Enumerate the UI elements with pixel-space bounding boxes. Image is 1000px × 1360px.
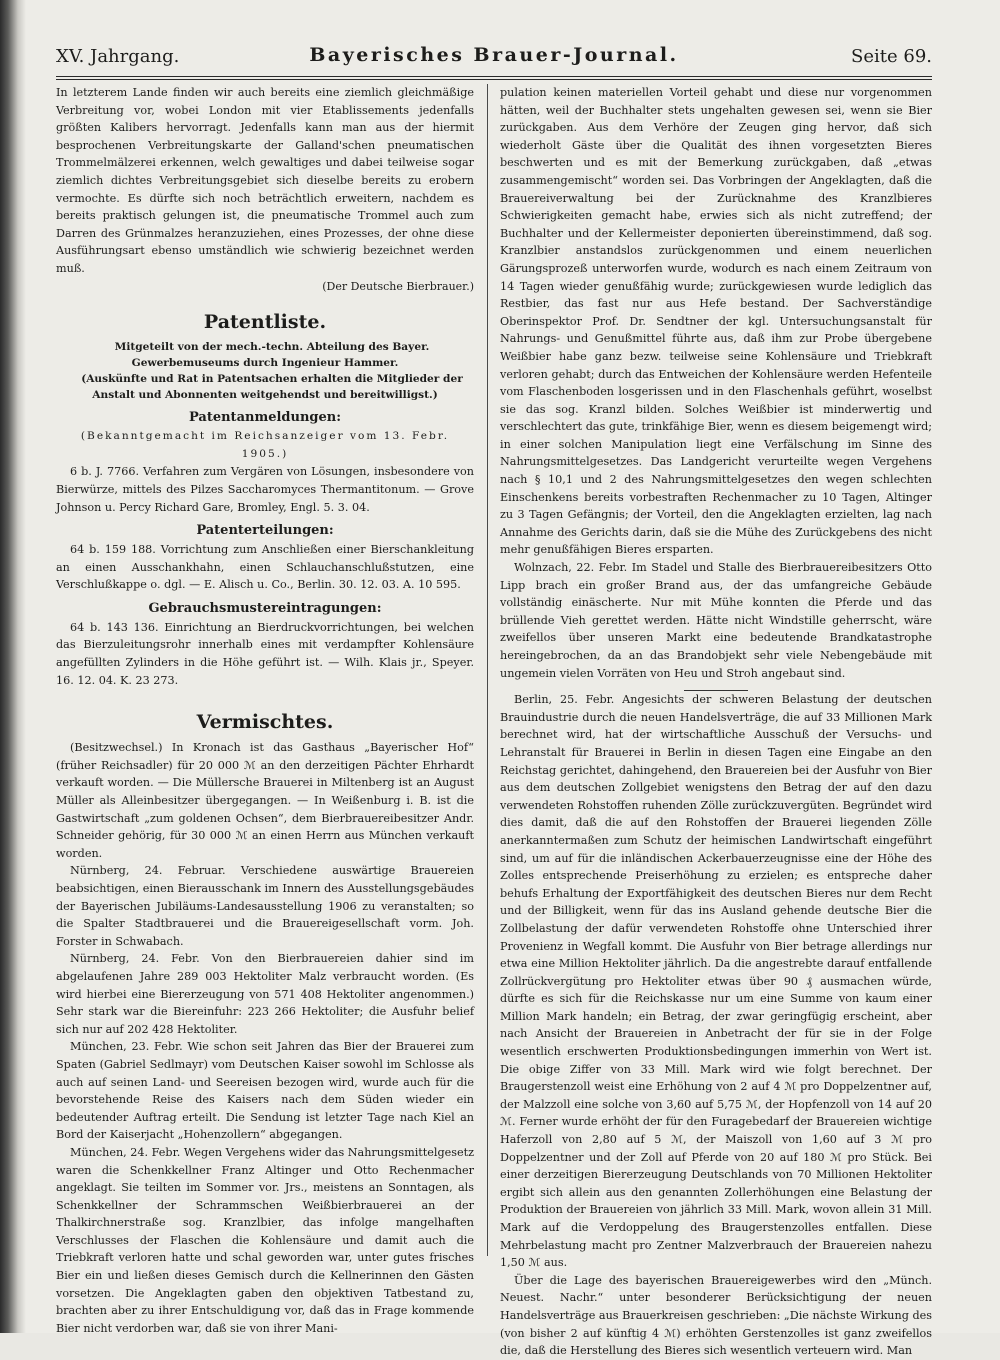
news-item-bavarian-brewing: Über die Lage des bayerischen Brauereigewerbes wird den „Münch. Neuest. Nachr.“ unter besonderer Berücksichtigung der neuen Handelsverträge aus Brauerkreisen geschrieben: „Die nächste Wirkung des (von bisher 2 auf künftig 4 ℳ) erhöhten Gerstenzolles ist ganz zweifellos die, daß die Herstellung des Bieres sich wesentlich verteuern wird. Man xyxy=(500,1273,932,1358)
patent-applications-heading: Patentanmeldungen: xyxy=(188,410,342,426)
news-item-muenchen-2-continued: pulation keinen materiellen Vorteil gehabt und diese nur vorgenommen hätten, weil der Buchhalter stets ungehalten gewesen sei, wenn sie Bier zurückgaben. Aus dem Verhöre der Zeugen ging hervor, daß sich wiederholt Gäste über die Qualität des ihnen vorgesetzten Bieres beschwerten und es mit der Bemerkung zurückgaben, daß „etwas zusammengemischt“ worden sei. Das Vorbringen der Angeklagten, daß die Brauereiverwaltung bei der Zurücknahme des Kranzlbieres Schwierigkeiten gemacht habe, erwies sich als nicht zutreffend; der Buchhalter und der Kellermeister deponierten übereinstimmend, daß sog. Kranzlbier anstandslos zurückgenommen und einem neuerlichen Gärungsprozeß unterworfen wurde, wodurch es nach einem Zeitraum von 14 Tagen wieder genußfähig wurde; zurückgewiesen wurde lediglich das Restbier, das fast nur aus Hefe bestand. Der Sachverständige Oberinspektor Prof. Dr. Sendtner der kgl. Untersuchungsanstalt für Nahrungs- und Genußmittel führte aus, daß ihm zur Probe übergebene Weißbier habe ganz bezw. teilweise seine Kohlensäure und Triebkraft verloren gehabt; durch das Entweichen der Kohlensäure werden Hefenteile vom Flaschenboden losgerissen und in den Flaschenhals geführt, woselbst sie das sog. Kranzl bilden. Solches Weißbier ist minderwertig und verschlechtert das gute, trinkfähige Bier, wenn es diesem beigemengt wird; in einer solchen Manipulation liegt eine Verfälschung im Sinne des Nahrungsmittelgesetzes. Das Landgericht verurteilte wegen Vergehens nach § 10,1 und 2 des Nahrungsmittelgesetzes den wegen schlechten Einschenkens bereits vorbestraften Rechenmacher zu 10 Tagen, Altinger zu 3 Tagen Gefängnis; der Vorteil, den die Angeklagten erzielten, lag nach Annahme des Gerichts darin, daß sie die Mühe des Zurückgebens des nicht mehr genußfähigen Bieres ersparten. xyxy=(500,86,932,557)
patent-applications-intro: (Bekanntgemacht im Reichsanzeiger vom 13. Febr. 1905.) xyxy=(80,430,450,460)
news-item-nuernberg-1: Nürnberg, 24. Februar. Verschiedene auswärtige Brauereien beabsichtigen, einen Bierausschank im Innern des Ausstellungsgebäudes der Bayerischen Jubiläums-Landesausstellung 1906 zu veranstalten; so die Spalter Stadtbrauerei und die Brauereigesellschaft vorm. Joh. Forster in Schwabach. xyxy=(56,864,474,948)
patent-application-entry: 6 b. J. 7766. Verfahren zum Vergären von Lösungen, insbesondere von Bierwürze, mittels des Pilzes Saccharomyces Thermantitonum. — Grove Johnson u. Percy Richard Gare, Bromley, Engl. 5. 3. 04. xyxy=(56,465,474,514)
patent-grants-heading: Patenterteilungen: xyxy=(196,523,334,539)
left-column xyxy=(56,84,474,1337)
patent-list-note: (Auskünfte und Rat in Patentsachen erhalten die Mitglieder der Anstalt und Abonnenten weitgehendst und bereitwilligst.) xyxy=(81,373,463,402)
page-number: Seite 69. xyxy=(851,46,932,67)
article-continuation: In letzterem Lande finden wir auch bereits eine ziemlich gleichmäßige Verbreitung vor, wobei London mit vier Etablissements jedenfalls größten Kalibers hervorragt. Jedenfalls kann man aus der hiermit besprochenen Verbreitungskarte der Galland'schen pneumatischen Trommelmälzerei erkennen, welch gewaltiges und dabei teilweise sogar ziemlich dichtes Verbreitungsgebiet sich dieselbe bereits zu erobern vermochte. Es dürfte sich noch beträchtlich erweitern, nachdem es bereits praktisch gelungen ist, die pneumatische Trommel auch zum Darren des Grünmalzes heranzuziehen, eines Prozesses, der ohne diese Ausführungsart ebenso umständlich wie schwierig bezeichnet werden muß. xyxy=(56,86,474,275)
news-item-berlin: Berlin, 25. Febr. Angesichts der schweren Belastung der deutschen Brauindustrie durch die neuen Handelsverträge, die auf 33 Millionen Mark berechnet wird, hat der wirtschaftliche Ausschuß der Versuchs- und Lehranstalt für Brauerei in Berlin in diesen Tagen eine Eingabe an den Reichstag gerichtet, dahingehend, den Brauereien bei der Ausfuhr von Bier aus dem deutschen Zollgebiet wenigstens den Betrag der auf den dazu verwendeten Rohstoffen ruhenden Zölle zurückzuvergüten. Begründet wird dies damit, daß die auf den Rohstoffen der Brauerei liegenden Zölle anerkanntermaßen zum Schutz der heimischen Landwirtschaft eingeführt sind, um auf für die inländischen Ackerbauerzeugnisse eine der Höhe des Zolles entsprechende Preiserhöhung zu erzielen; es entspreche daher behufs Erhaltung der Exportfähigkeit des deutschen Bieres nur dem Recht und der Billigkeit, wenn für das ins Ausland gehende deutsche Bier die Zollbelastung der dafür verwendeten Rohstoffe ohne Unterschied ihrer Provenienz in Wegfall kommt. Die Ausfuhr von Bier betrage allerdings nur etwa eine Million Hektoliter jährlich. Da die angestrebte darauf entfallende Zollrückvergütung pro Hektoliter etwas über 90 ₰ ausmachen würde, dürfte es sich für die Reichskasse nur um eine Summe von kaum einer Million Mark handeln; ein Betrag, der zwar geringfügig erscheint, aber nach Ansicht der Brauereien in Anbetracht der für sie in der Folge wesentlich erschwerten Produktionsbedingungen immerhin von Wert ist. Die obige Ziffer von 33 Mill. Mark wird wie folgt berechnet. Der Braugerstenzoll weist eine Erhöhung von 2 auf 4 ℳ pro Doppelzentner auf, der Malzzoll eine solche von 3,60 auf 5,75 ℳ, der Hopfenzoll von 14 auf 20 ℳ. Ferner wurde erhöht der für den Furagebedarf der Brauereien wichtige Haferzoll von 2,80 auf 5 ℳ, der Maiszoll von 1,60 auf 3 ℳ pro Doppelzentner und der Zoll auf Pferde von 20 auf 180 ℳ pro Stück. Bei einer derzeitigen Biererzeugung Deutschlands von 70 Millionen Hektoliter ergibt sich allein aus den genannten Zollerhöhungen eine Belastung der Produktion der Brauereien von jährlich 33 Mill. Mark, wovon allein 31 Mill. Mark auf die Verdoppelung des Braugerstenzolles entfallen. Diese Mehrbelastung macht pro Zentner Malzverbrauch der Brauereien nahezu 1,50 ℳ aus. xyxy=(500,693,932,1270)
utility-model-entry: 64 b. 143 136. Einrichtung an Bierdruckvorrichtungen, bei welchen das Bierzuleitungsrohr innerhalb eines mit verdampfter Kohlensäure angefüllten Zylinders in die Höhe geführt ist. — Wilh. Klais jr., Speyer. 16. 12. 04. K. 23 273. xyxy=(56,620,474,687)
journal-title: Bayerisches Brauer-Journal. xyxy=(309,44,679,66)
header-rule-double xyxy=(56,79,932,80)
news-item-muenchen-1: München, 23. Febr. Wie schon seit Jahren das Bier der Brauerei zum Spaten (Gabriel Sedlmayr) vom Deutschen Kaiser sowohl im Schlosse als auch auf seinen Land- und Seereisen bezogen wird, wurde auch für die bevorstehende Reise des Kaisers nach dem Süden wieder ein bedeutender Auftrag erteilt. Die Sendung ist letzter Tage nach Kiel an Bord der Kaiserjacht „Hohenzollern“ abgegangen. xyxy=(56,1040,474,1142)
page-header xyxy=(56,44,932,72)
right-column xyxy=(500,84,932,1360)
patent-grant-entry: 64 b. 159 188. Vorrichtung zum Anschließen einer Bierschankleitung an einen Ausschankhahn, einen Schlauchanschlußstutzen, eine Verschlußkappe o. dgl. — E. Alisch u. Co., Berlin. 30. 12. 03. A. 10 595. xyxy=(56,543,474,592)
patent-list-heading: Patentliste. xyxy=(203,311,327,334)
news-item-muenchen-2: München, 24. Febr. Wegen Vergehens wider das Nahrungsmittelgesetz waren die Schenkkellner Franz Altinger und Otto Rechenmacher angeklagt. Sie teilten im Sommer vor. Jrs., meistens an Sonntagen, als Schenkkellner der Schrammschen Weißbierbrauerei an der Thalkirchnerstraße sog. Kranzlbier, das infolge mangelhaften Verschlusses der Flaschen die Kohlensäure und damit auch die Triebkraft verloren hatte und schal geworden war, unter gutes frisches Bier ein und ließen dieses Gemisch durch die Kellnerinnen den Gästen vorsetzen. Die Angeklagten gaben den objektiven Tatbestand zu, brachten aber zu ihrer Entschuldigung vor, daß das in Frage kommende Bier nicht verdorben war, daß sie von ihrer Mani- xyxy=(56,1145,474,1335)
miscellaneous-heading: Vermischtes. xyxy=(196,711,334,734)
volume-label: XV. Jahrgang. xyxy=(56,46,180,67)
news-item-ownership-change: (Besitzwechsel.) In Kronach ist das Gasthaus „Bayerischer Hof“ (früher Reichsadler) für 20 000 ℳ an den derzeitigen Pächter Ehrhardt verkauft worden. — Die Müllersche Brauerei in Miltenberg ist an August Müller als Alleinbesitzer übergegangen. — In Weißenburg i. B. ist die Gastwirtschaft „zum goldenen Ochsen“, dem Bierbrauereibesitzer Andr. Schneider gehörig, für 30 000 ℳ an einen Herrn aus München verkauft worden. xyxy=(56,741,474,860)
utility-models-heading: Gebrauchsmustereintragungen: xyxy=(148,600,382,616)
binding-edge xyxy=(0,0,26,1333)
news-item-wolnzach: Wolnzach, 22. Febr. Im Stadel und Stalle des Bierbrauereibesitzers Otto Lipp brach ein großer Brand aus, der das umfangreiche Gebäude vollständig einäscherte. Nur mit Mühe konnten die Pferde und das brüllende Vieh gerettet werden. Hätte nicht Windstille geherrscht, wäre zweifellos über unseren Markt eine bedeutende Brandkatastrophe hereingebrochen, da an das Brandobjekt sehr viele Nebengebäude mit ungemein vielen Vorräten von Heu und Stroh angebaut sind. xyxy=(500,561,932,680)
patent-list-subtitle: Mitgeteilt von der mech.-techn. Abteilung des Bayer. Gewerbemuseums durch Ingenieur Hammer. xyxy=(114,341,430,370)
article-source: (Der Deutsche Bierbrauer.) xyxy=(322,279,474,293)
header-rule xyxy=(56,76,932,77)
news-item-nuernberg-2: Nürnberg, 24. Febr. Von den Bierbrauereien dahier sind im abgelaufenen Jahre 289 003 Hektoliter Malz verbraucht worden. (Es wird hierbei eine Biererzeugung von 571 408 Hektoliter angenommen.) Sehr stark war die Biereinfuhr: 223 266 Hektoliter; die Ausfuhr belief sich nur auf 202 428 Hektoliter. xyxy=(56,952,474,1036)
column-divider xyxy=(487,84,488,1256)
